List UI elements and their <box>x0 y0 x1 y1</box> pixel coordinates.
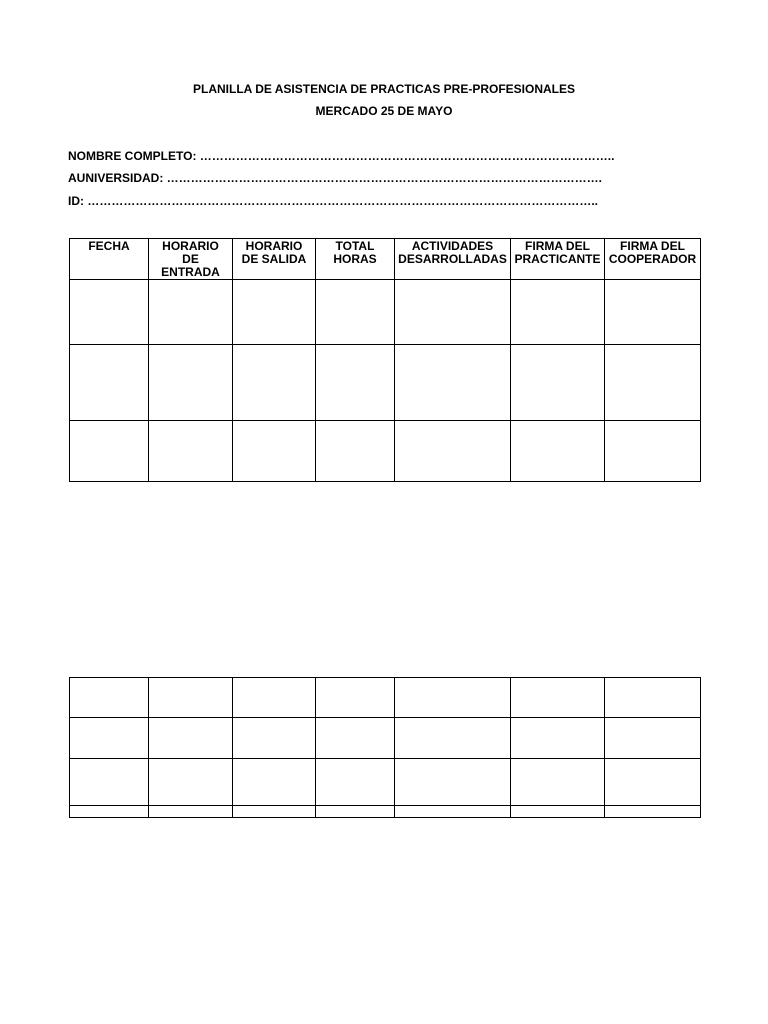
header-actividades-line1: ACTIVIDADES <box>411 239 494 253</box>
table-cell <box>395 345 511 421</box>
table-cell <box>316 759 395 806</box>
table-cell <box>316 806 395 818</box>
table-cell <box>511 280 605 345</box>
table-cell <box>149 345 233 421</box>
table-row <box>70 806 701 818</box>
attendance-table <box>69 238 701 482</box>
header-actividades-line2: DESARROLLADAS <box>398 252 507 266</box>
table-cell <box>316 718 395 759</box>
table-cell <box>70 806 149 818</box>
table-cell <box>233 759 316 806</box>
table-cell <box>511 345 605 421</box>
table-cell <box>395 759 511 806</box>
header-firma-cooperador-line2: COOPERADOR <box>608 252 697 266</box>
table-cell <box>605 280 701 345</box>
table-cell <box>316 421 395 482</box>
table-cell <box>395 718 511 759</box>
header-total-horas-line2: HORAS <box>333 252 377 266</box>
universidad-field: AUNIVERSIDAD: ………………………………………………………………………………………………. <box>68 171 603 185</box>
header-total-horas-line1: TOTAL <box>335 239 375 253</box>
table-cell <box>70 421 149 482</box>
header-firma-cooperador <box>605 239 701 280</box>
table-row <box>70 759 701 806</box>
header-firma-practicante-line2: PRACTICANTE <box>514 252 601 266</box>
table-cell <box>149 280 233 345</box>
attendance-table-continued <box>69 677 701 818</box>
table-cell <box>395 280 511 345</box>
table-cell <box>149 421 233 482</box>
header-horario-entrada-line3: ENTRADA <box>161 265 220 279</box>
table-cell <box>233 421 316 482</box>
table-cell <box>511 759 605 806</box>
table-cell <box>149 678 233 718</box>
table-cell <box>605 718 701 759</box>
table-row <box>70 280 701 345</box>
table-cell <box>233 806 316 818</box>
table-cell <box>316 345 395 421</box>
table-cell <box>233 280 316 345</box>
table-cell <box>511 806 605 818</box>
table-cell <box>233 345 316 421</box>
header-horario-salida <box>233 239 316 280</box>
table-cell <box>70 718 149 759</box>
table-cell <box>395 806 511 818</box>
table-cell <box>395 421 511 482</box>
table-cell <box>605 806 701 818</box>
table-cell <box>605 421 701 482</box>
table-cell <box>605 759 701 806</box>
header-firma-cooperador-line1: FIRMA DEL <box>620 239 685 253</box>
header-fecha-label: FECHA <box>88 239 130 253</box>
table-row <box>70 718 701 759</box>
header-actividades <box>395 239 511 280</box>
table-cell <box>70 280 149 345</box>
table-cell <box>511 718 605 759</box>
header-horario-entrada <box>149 239 233 280</box>
table-row <box>70 678 701 718</box>
table-cell <box>149 718 233 759</box>
header-horario-salida-line2: DE SALIDA <box>241 252 307 266</box>
table-cell <box>233 678 316 718</box>
table-cell <box>511 678 605 718</box>
header-horario-entrada-line2: DE <box>182 252 199 266</box>
header-firma-practicante-line1: FIRMA DEL <box>525 239 590 253</box>
table-cell <box>316 280 395 345</box>
table-cell <box>149 759 233 806</box>
document-subtitle: MERCADO 25 DE MAYO <box>315 104 453 118</box>
table-cell <box>395 678 511 718</box>
header-firma-practicante <box>511 239 605 280</box>
document-title: PLANILLA DE ASISTENCIA DE PRACTICAS PRE-PROFESIONALES <box>192 82 576 96</box>
table-row <box>70 345 701 421</box>
table-cell <box>511 421 605 482</box>
table-cell <box>70 759 149 806</box>
table-cell <box>605 678 701 718</box>
table-cell <box>70 678 149 718</box>
header-horario-salida-line1: HORARIO <box>245 239 303 253</box>
table-cell <box>70 345 149 421</box>
table-row <box>70 421 701 482</box>
nombre-completo-field: NOMBRE COMPLETO: ………………………………………………………………………………………….. <box>68 149 615 163</box>
header-horario-entrada-line1: HORARIO <box>162 239 219 253</box>
table-header-row <box>70 239 701 280</box>
table-cell <box>316 678 395 718</box>
table-cell <box>605 345 701 421</box>
id-field: ID: ……………………………………………………………………………………………………………….. <box>68 194 598 208</box>
table-cell <box>233 718 316 759</box>
header-total-horas <box>316 239 395 280</box>
table-cell <box>149 806 233 818</box>
header-fecha <box>70 239 149 280</box>
